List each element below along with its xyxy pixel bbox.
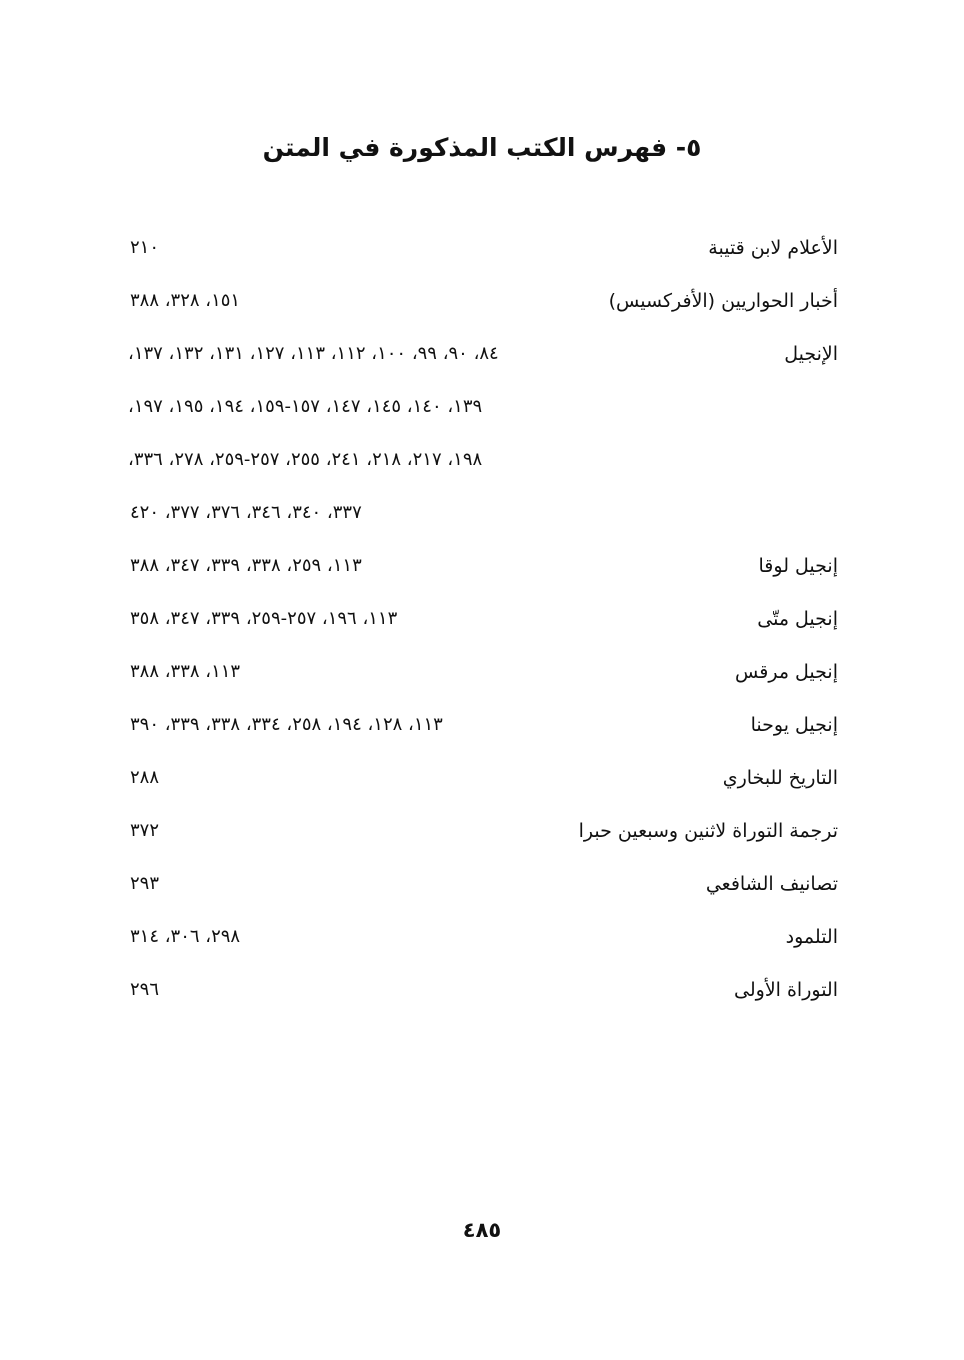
entry-title: التلمود [785, 926, 838, 948]
entry-title: أخبار الحواريين (الأفركسيس) [608, 290, 838, 312]
page-title: ٥- فهرس الكتب المذكورة في المتن [262, 133, 702, 162]
index-entry [0, 709, 964, 741]
index-entry [0, 974, 964, 1006]
entry-title: إنجيل مرقس [735, 661, 838, 683]
entry-pages: ١١٣، ٢٥٩، ٣٣٨، ٣٣٩، ٣٤٧، ٣٨٨ [130, 555, 362, 576]
entry-pages: ٢٩٦ [130, 979, 160, 1000]
entry-title: الأعلام لابن قتيبة [708, 237, 838, 259]
entry-title: تصانيف الشافعي [705, 873, 838, 895]
entry-pages: ١٣٩، ١٤٠، ١٤٥، ١٤٧، ١٥٧-١٥٩، ١٩٤، ١٩٥، ١٩٧، [128, 396, 483, 417]
index-entry [0, 550, 964, 582]
entry-title: إنجيل متّى [757, 608, 838, 630]
index-entry [0, 285, 964, 317]
index-entry [0, 232, 964, 264]
entry-title: الإنجيل [784, 343, 838, 365]
index-entry-continuation [0, 444, 964, 476]
entry-pages: ٣٣٧، ٣٤٠، ٣٤٦، ٣٧٦، ٣٧٧، ٤٢٠ [130, 502, 362, 523]
index-entry [0, 921, 964, 953]
entry-pages: ٢٩٣ [130, 873, 160, 894]
entry-pages: ١١٣، ١٢٨، ١٩٤، ٢٥٨، ٣٣٤، ٣٣٨، ٣٣٩، ٣٩٠ [130, 714, 443, 735]
entry-title: التوراة الأولى [734, 979, 838, 1001]
index-entry [0, 762, 964, 794]
index-entry [0, 868, 964, 900]
index-entry-continuation [0, 391, 964, 423]
index-entry-continuation [0, 497, 964, 529]
entry-pages: ١١٣، ١٩٦، ٢٥٧-٢٥٩، ٣٣٩، ٣٤٧، ٣٥٨ [130, 608, 398, 629]
entry-pages: ١٥١، ٣٢٨، ٣٨٨ [130, 290, 241, 311]
index-entry [0, 603, 964, 635]
book-index-list [0, 232, 964, 1032]
index-entry [0, 656, 964, 688]
index-entry [0, 815, 964, 847]
entry-pages: ٨٤، ٩٠، ٩٩، ١٠٠، ١١٢، ١١٣، ١٢٧، ١٣١، ١٣٢، ١٣٧، [128, 343, 499, 364]
entry-pages: ٣٧٢ [130, 820, 160, 841]
entry-pages: ١٩٨، ٢١٧، ٢١٨، ٢٤١، ٢٥٥، ٢٥٧-٢٥٩، ٢٧٨، ٣٣٦، [128, 449, 483, 470]
entry-title: التاريخ للبخاري [722, 767, 838, 789]
entry-title: إنجيل يوحنا [750, 714, 838, 736]
entry-title: ترجمة التوراة لاثنين وسبعين حبرا [578, 820, 838, 842]
entry-pages: ٢١٠ [130, 237, 160, 258]
index-entry [0, 338, 964, 370]
entry-pages: ٢٩٨، ٣٠٦، ٣١٤ [130, 926, 241, 947]
entry-pages: ١١٣، ٣٣٨، ٣٨٨ [130, 661, 241, 682]
entry-pages: ٢٨٨ [130, 767, 160, 788]
page-number: ٤٨٥ [462, 1218, 502, 1242]
entry-title: إنجيل لوقا [758, 555, 838, 577]
